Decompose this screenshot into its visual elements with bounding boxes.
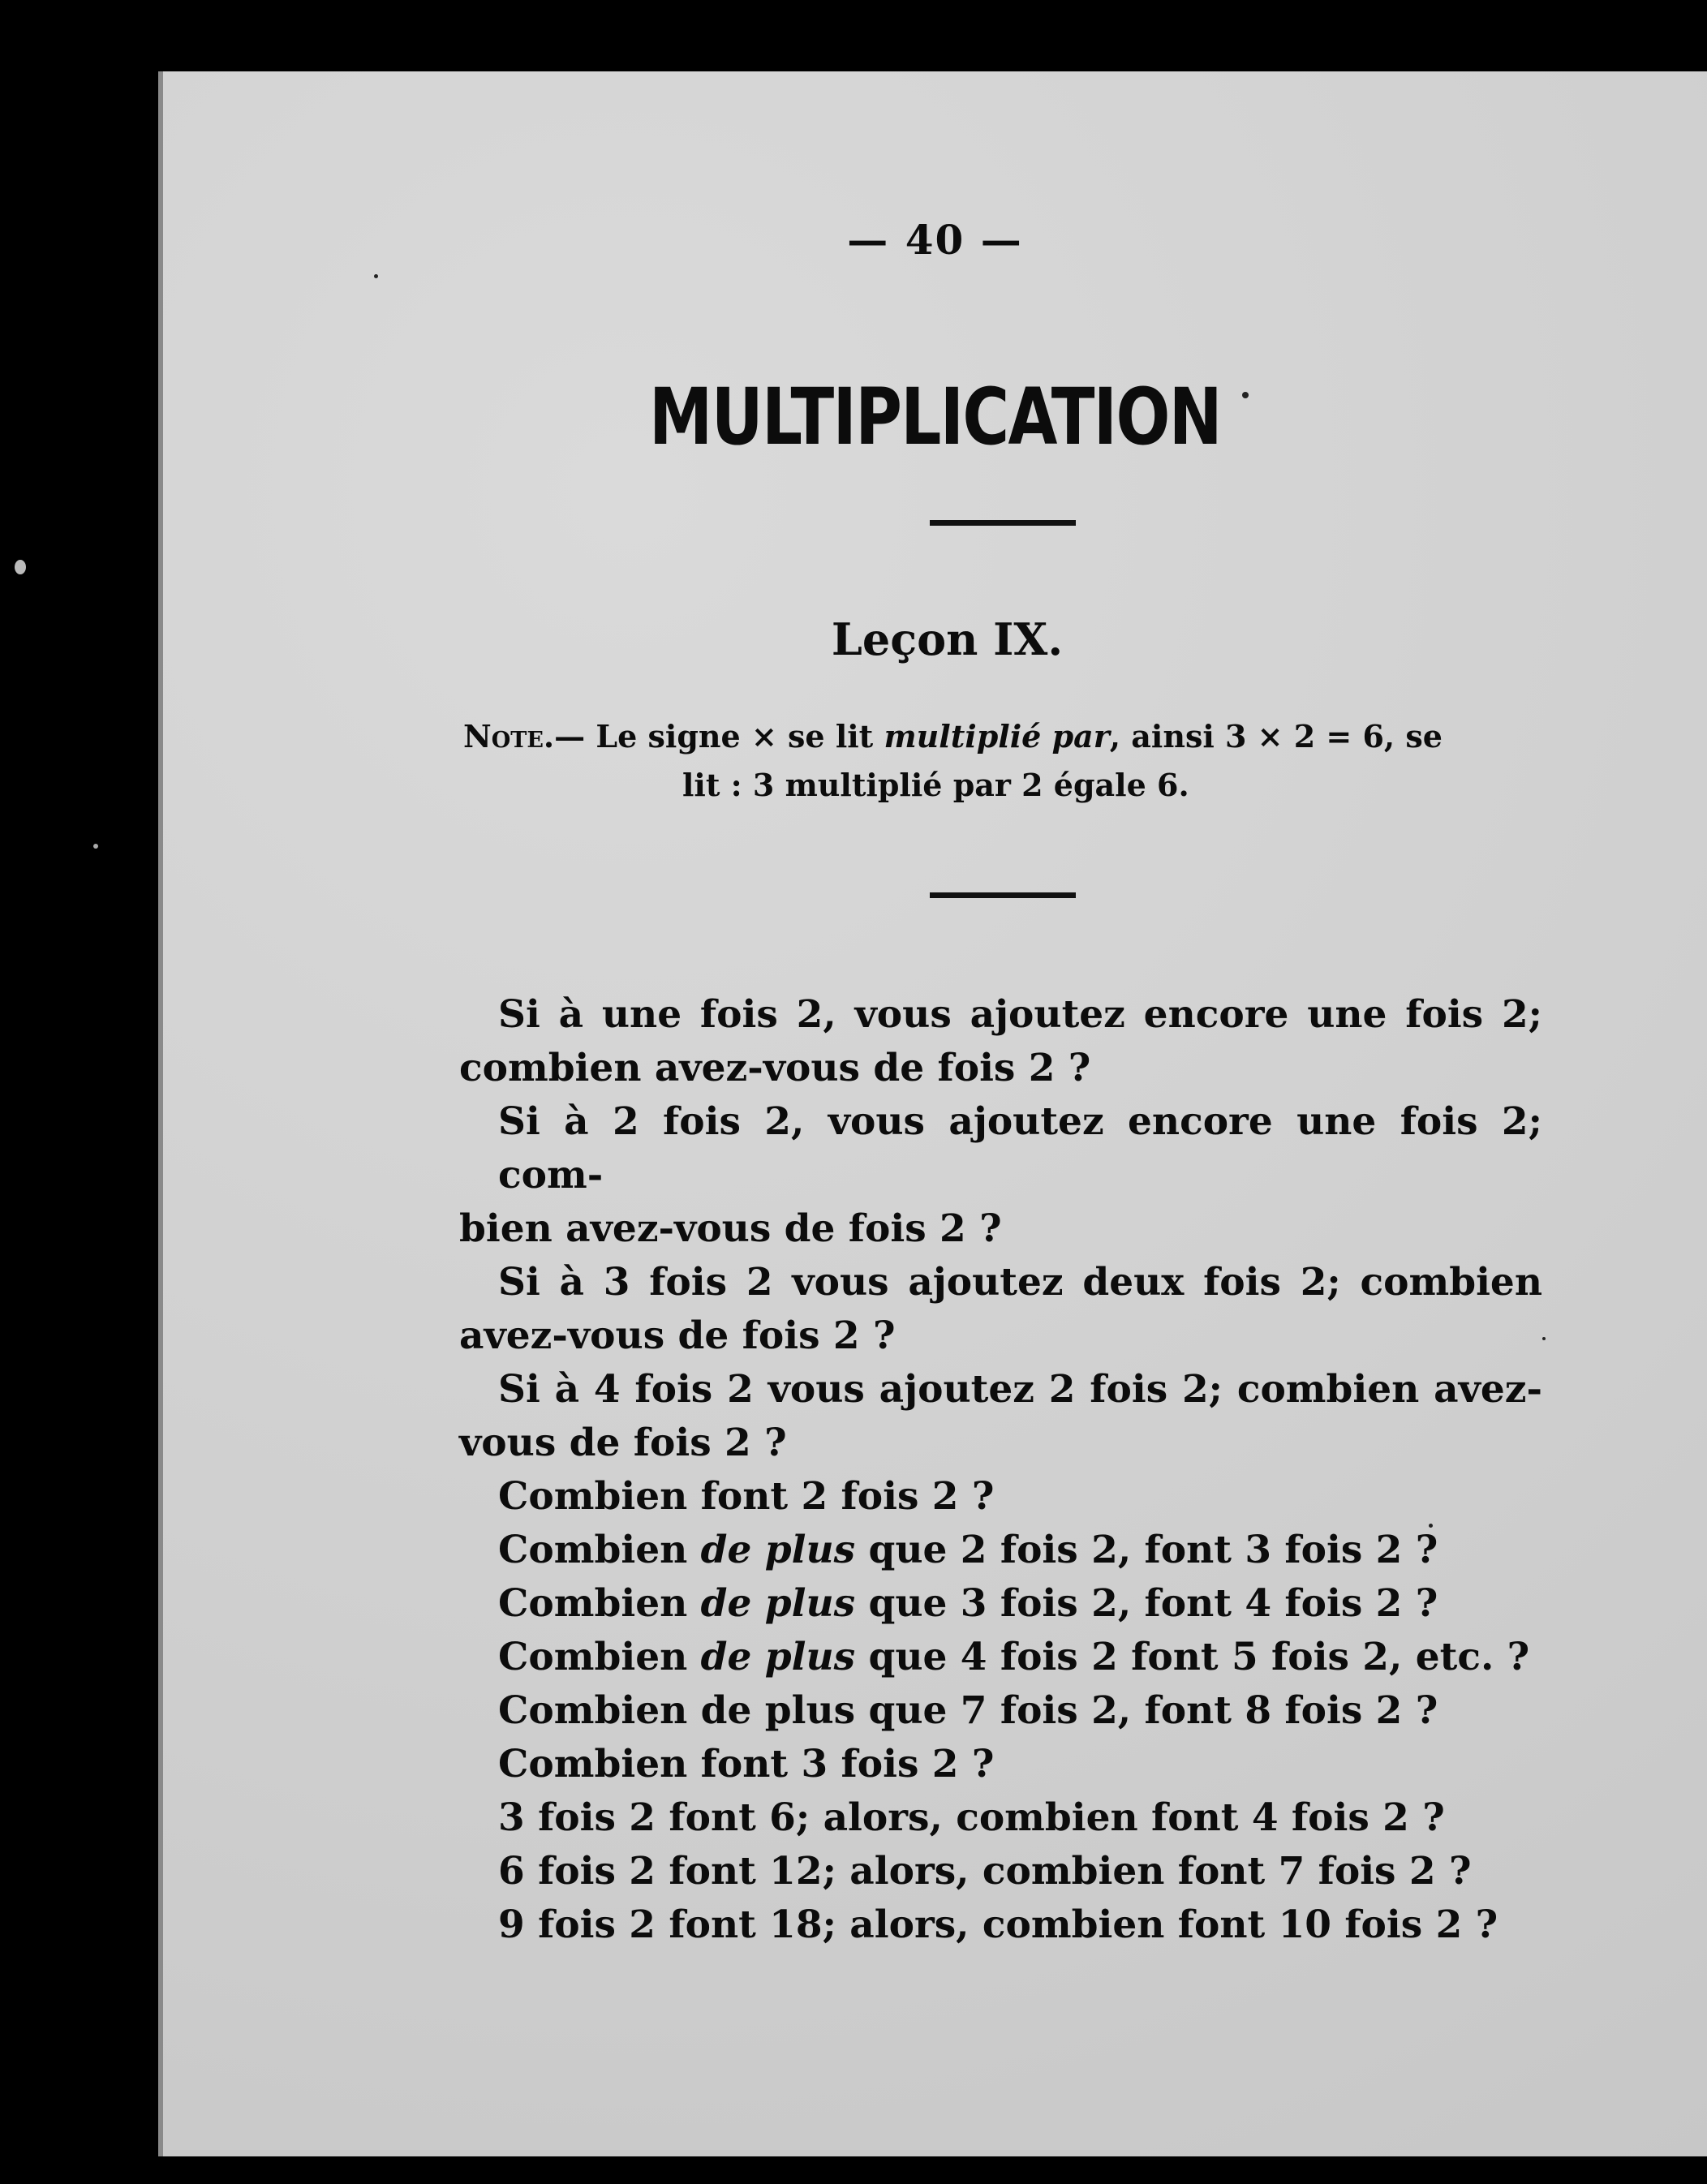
question-line <box>459 1577 1542 1631</box>
question-line: Combien font 3 fois 2 ? <box>498 1742 995 1786</box>
paragraph-line: Si à 2 fois 2, vous ajoutez encore une fois 2; com- <box>498 1099 1542 1197</box>
question-italic: de plus <box>700 1635 856 1679</box>
note-block <box>463 712 1550 810</box>
margin-speck <box>15 560 26 574</box>
note-line-2: lit : 3 multiplié par 2 égale 6. <box>682 767 1189 803</box>
question-text: Combien <box>498 1528 701 1572</box>
print-speck <box>374 274 378 278</box>
exercise-paragraph <box>459 1363 1542 1470</box>
question-line: 3 fois 2 font 6; alors, combien font 4 fois 2 ? <box>498 1795 1445 1840</box>
note-label: Note. <box>463 718 555 755</box>
paragraph-line: combien avez-vous de fois 2 ? <box>459 1046 1091 1090</box>
chapter-title: MULTIPLICATION <box>649 372 1221 462</box>
exercise-list <box>459 988 1542 1952</box>
paragraph-line: Si à une fois 2, vous ajoutez encore une fois 2; <box>498 992 1542 1037</box>
note-text-a: — Le signe × se lit <box>554 718 884 755</box>
book-page <box>158 71 1707 2156</box>
note-text-b: , ainsi 3 × 2 = 6, se <box>1109 718 1443 755</box>
lesson-title: Leçon IX. <box>831 613 1064 665</box>
print-speck <box>1242 392 1249 398</box>
margin-speck <box>93 844 98 849</box>
question-line: Combien de plus que 7 fois 2, font 8 fois 2 ? <box>498 1688 1438 1733</box>
paragraph-line: bien avez-vous de fois 2 ? <box>459 1206 1002 1251</box>
question-line <box>459 1524 1542 1577</box>
question-line: 6 fois 2 font 12; alors, combien font 7 fois 2 ? <box>498 1849 1472 1894</box>
question-text: que 2 fois 2, font 3 fois 2 ? <box>855 1528 1438 1572</box>
question-line: Combien font 2 fois 2 ? <box>498 1474 995 1519</box>
paragraph-line: avez-vous de fois 2 ? <box>459 1313 896 1358</box>
section-divider-top <box>930 520 1076 526</box>
paragraph-line: Si à 4 fois 2 vous ajoutez 2 fois 2; combien avez- <box>498 1367 1542 1412</box>
question-text: Combien <box>498 1581 701 1626</box>
question-text: que 4 fois 2 font 5 fois 2, etc. ? <box>855 1635 1530 1679</box>
question-text: Combien <box>498 1635 701 1679</box>
exercise-paragraph <box>459 988 1542 1095</box>
question-line: 9 fois 2 font 18; alors, combien font 10 fois 2 ? <box>498 1902 1498 1947</box>
paragraph-line: Si à 3 fois 2 vous ajoutez deux fois 2; combien <box>498 1260 1542 1305</box>
note-line-1 <box>463 712 1550 761</box>
exercise-paragraph <box>459 1256 1542 1363</box>
paragraph-line: vous de fois 2 ? <box>459 1421 787 1465</box>
exercise-paragraph <box>459 1095 1542 1256</box>
section-divider-bottom <box>930 892 1076 898</box>
note-text-italic: multiplié par <box>884 718 1110 755</box>
print-speck <box>1429 1524 1433 1528</box>
question-text: que 3 fois 2, font 4 fois 2 ? <box>855 1581 1438 1626</box>
question-italic: de plus <box>700 1581 856 1626</box>
page-number: — 40 — <box>847 216 1023 264</box>
question-line <box>459 1631 1542 1684</box>
print-speck <box>1542 1337 1546 1340</box>
question-italic: de plus <box>700 1528 856 1572</box>
